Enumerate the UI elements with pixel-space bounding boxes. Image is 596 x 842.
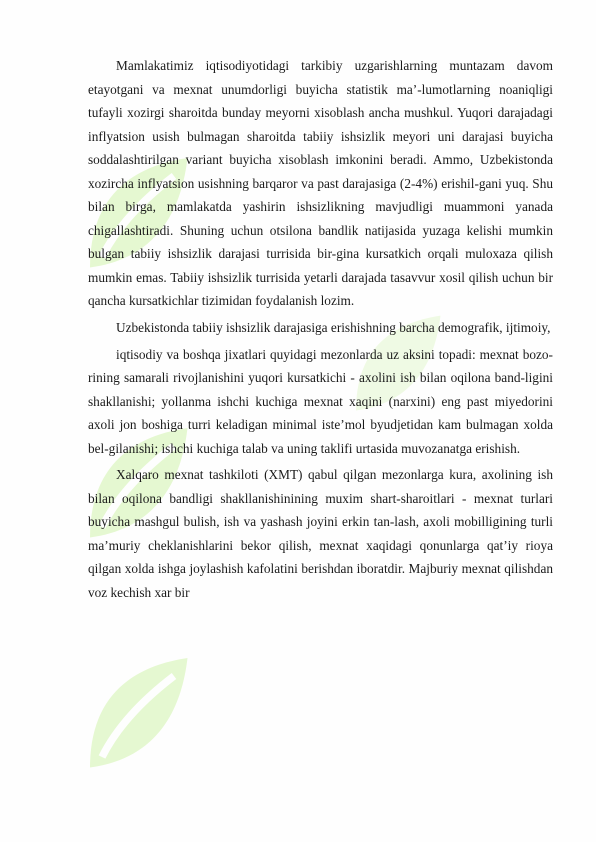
paragraph-3: iqtisodiy va boshqa jixatlari quyidagi mezonlarda uz aksini topadi: mexnat bozo-rining samarali rivojlanishini yuqori kursatkichi - axolini ish bilan oqilona band-ligini shakllanishi; yollanma ishchi kuchiga mexnat xaqini (narxini) eng past miyedorini axoli jon boshiga turri keladigan minimal iste’mol byudjetidan kam bulmagan xolda bel-gilanishi; ishchi kuchiga talab va uning taklifi urtasida muvozanatga erishish. [88,346,553,456]
paragraph-4: Xalqaro mexnat tashkiloti (XMT) qabul qilgan mezonlarga kura, axolining ish bilan oqilona bandligi shakllanishinining muxim shart-sharoitlari - mexnat turlari buyicha mashgul bulish, ish va yashash joyini erkin tan-lash, axoli mobilligining turli ma’muriy cheklanishlarini bekor qilish, mexnat xaqidagi qonunlarga qat’iy rioya qilgan xolda ishga joylashish kafolatini berishdan iboratdir. Majburiy mexnat qilishdan voz kechish xar bir [88,467,553,601]
paragraph-1: Mamlakatimiz iqtisodiyotidagi tarkibiy uzgarishlarning muntazam davom etayotgani va mexnat unumdorligi buyicha statistik ma’-lumotlarning noaniqligi tufayli xozirgi sharoitda bunday meyorni xisoblash ancha mushkul. Yuqori darajadagi inflyatsion usish bulmagan sharoitda tabiiy ishsizlik meyori uni darajasi buyicha soddalashtirilgan variant buyicha xisoblash imkonini beradi. Ammo, Uzbekistonda xozircha inflyatsion usishning barqaror va past darajasiga (2-4%) erishil-gani yuq. Shu bilan birga, mamlakatda yashirin ishsizlikning mavjudligi muammoni yanada chigallashtiradi. Shuning uchun otsilona bandlik natijasida yuzaga kelishi mumkin bulgan tabiiy ishsizlik darajasi turrisida bir-gina kursatkich orqali muloxaza qilish mumkin emas. Tabiiy ishsizlik turrisida yetarli darajada tasavvur xosil qilish uchun bir qancha kursatkichlar tizimidan foydalanish lozim. [88,58,553,309]
paragraph-2: Uzbekistonda tabiiy ishsizlik darajasiga erishishning barcha demografik, ijtimoiy, [116,320,551,336]
leaf-logo-icon [60,640,210,790]
document-body [88,54,553,608]
